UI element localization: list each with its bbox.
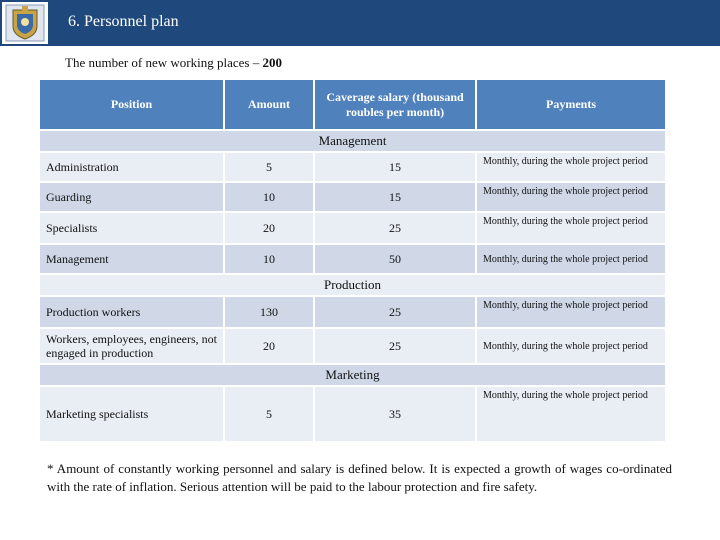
header-bar — [0, 0, 720, 46]
working-places-count: 200 — [262, 55, 282, 70]
position-cell: Production workers — [40, 297, 223, 327]
position-cell: Guarding — [40, 183, 223, 211]
salary-cell: 15 — [315, 153, 475, 181]
column-header-amount: Amount — [225, 80, 313, 129]
position-cell: Management — [40, 245, 223, 273]
salary-cell: 15 — [315, 183, 475, 211]
payments-cell: Monthly, during the whole project period — [477, 183, 665, 211]
subtitle — [65, 55, 282, 71]
amount-cell: 20 — [225, 329, 313, 363]
table-row — [40, 387, 665, 441]
payments-cell: Monthly, during the whole project period — [477, 329, 665, 363]
position-cell: Workers, employees, engineers, not engaged in production — [40, 329, 223, 363]
section-title: Production — [40, 275, 665, 295]
footnote: * Amount of constantly working personnel and salary is defined below. It is expected a growth of wages co-ordinated with the rate of inflation. Serious attention will be paid to the labour protection and fire safety. — [47, 461, 672, 494]
column-header-position: Position — [40, 80, 223, 129]
salary-cell: 25 — [315, 329, 475, 363]
amount-cell: 130 — [225, 297, 313, 327]
table-row — [40, 245, 665, 273]
section-row-production — [40, 275, 665, 295]
amount-cell: 5 — [225, 153, 313, 181]
section-title: Marketing — [40, 365, 665, 385]
payments-cell: Monthly, during the whole project period — [477, 245, 665, 273]
amount-cell: 10 — [225, 183, 313, 211]
subtitle-text: The number of new working places – — [65, 55, 263, 70]
personnel-table — [38, 78, 667, 443]
table-row — [40, 153, 665, 181]
table-row — [40, 183, 665, 211]
position-cell: Specialists — [40, 213, 223, 243]
column-header-salary: Caverage salary (thousand roubles per month) — [315, 80, 475, 129]
table-row — [40, 297, 665, 327]
table-row — [40, 329, 665, 363]
payments-cell: Monthly, during the whole project period — [477, 213, 665, 243]
position-cell: Administration — [40, 153, 223, 181]
amount-cell: 5 — [225, 387, 313, 441]
column-header-payments: Payments — [477, 80, 665, 129]
table-row — [40, 213, 665, 243]
table-header-row — [40, 80, 665, 129]
position-cell: Marketing specialists — [40, 387, 223, 441]
amount-cell: 10 — [225, 245, 313, 273]
coat-of-arms-icon — [2, 2, 48, 44]
salary-cell: 35 — [315, 387, 475, 441]
section-row-marketing — [40, 365, 665, 385]
payments-cell: Monthly, during the whole project period — [477, 297, 665, 327]
salary-cell: 25 — [315, 213, 475, 243]
salary-cell: 25 — [315, 297, 475, 327]
section-title: Management — [40, 131, 665, 151]
section-row-management — [40, 131, 665, 151]
payments-cell: Monthly, during the whole project period — [477, 387, 665, 441]
page-title: 6. Personnel plan — [68, 13, 179, 30]
payments-cell: Monthly, during the whole project period — [477, 153, 665, 181]
amount-cell: 20 — [225, 213, 313, 243]
salary-cell: 50 — [315, 245, 475, 273]
